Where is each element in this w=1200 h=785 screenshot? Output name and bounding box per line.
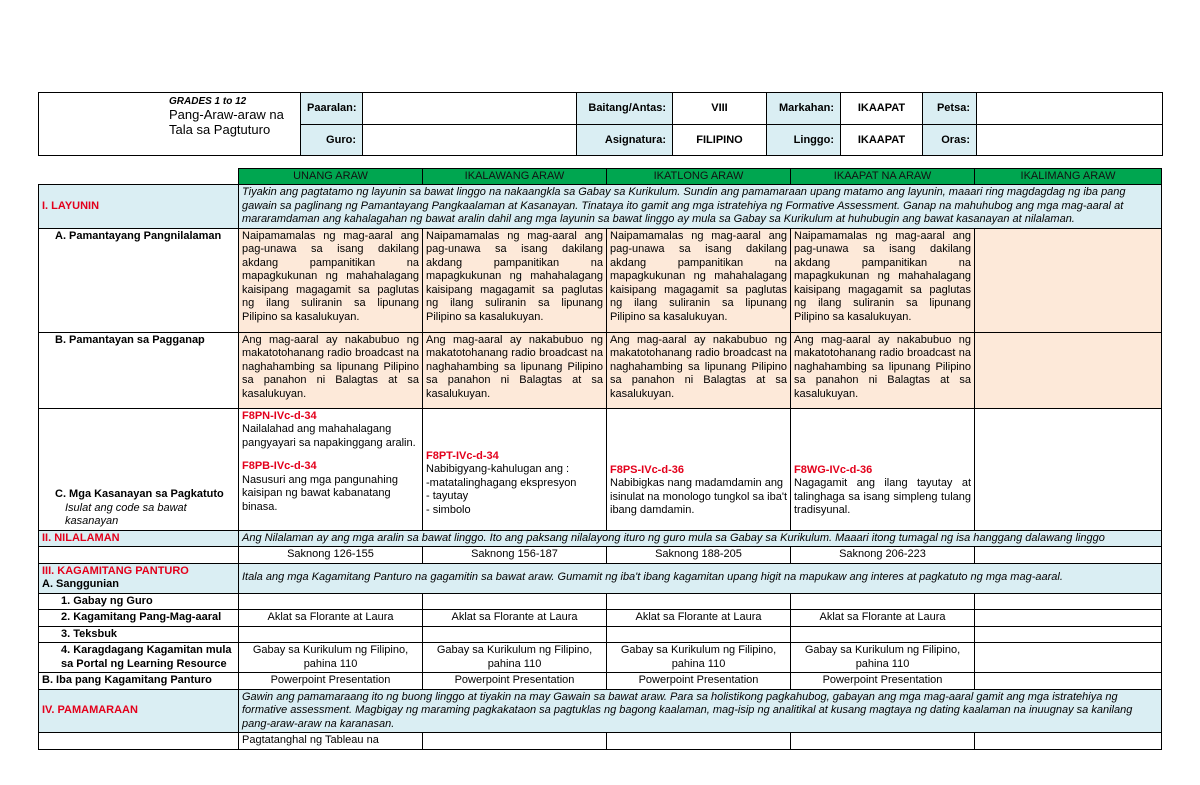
saknong-row [39, 547, 1162, 564]
kasanayan-label-cell [39, 408, 239, 530]
lesson-table [38, 168, 1162, 750]
teksbuk-day1 [239, 626, 423, 643]
teksbuk-day2 [423, 626, 607, 643]
markahan-value: IKAAPAT [841, 93, 923, 125]
kasanayan-day1-text1: Nailalahad ang mahahalagang pangyayari sa napakinggang aralin. [242, 423, 416, 449]
mag-aaral-day4: Aklat sa Florante at Laura [791, 610, 975, 627]
pangnilalaman-day4: Naipamamalas ng mag-aaral ang pag-unawa sa isang dakilang akdang pampanitikan na mapagkukunan ng mahahalagang kaisipang magagamit sa paglutas ng ilang suliranin sa lipunang Pilipino sa kasalukuyan. [791, 228, 975, 332]
kasanayan-row [39, 408, 1162, 530]
gabay-row [39, 593, 1162, 610]
code-f8pt: F8PT-IVc-d-34 [426, 449, 499, 462]
asignatura-label: Asignatura: [577, 124, 673, 156]
header-table [38, 92, 1163, 156]
baitang-label: Baitang/Antas: [577, 93, 673, 125]
teksbuk-row [39, 626, 1162, 643]
pamamaraan-day3 [607, 733, 791, 750]
karagdagan-day1-line2: pahina 110 [303, 657, 358, 670]
iba-day5 [975, 673, 1162, 690]
paaralan-value [363, 93, 577, 125]
karagdagan-day3 [607, 643, 791, 673]
code-f8wg: F8WG-IVc-d-36 [794, 463, 873, 476]
guro-value [363, 124, 577, 156]
gabay-label: 1. Gabay ng Guro [39, 593, 239, 610]
kasanayan-day3-text: Nabibigkas nang madamdamin ang isinulat na monologo tungkol sa iba't ibang damdamin. [610, 477, 787, 516]
mag-aaral-day5 [975, 610, 1162, 627]
day-header-blank [39, 169, 239, 185]
pagganap-day3: Ang mag-aaral ay nakabubuo ng makatotohanang radio broadcast na naghahambing sa lipunang Pilipino sa panahon ni Balagtas at sa kasalukuyan. [607, 332, 791, 408]
pamamaraan-row [39, 689, 1162, 733]
mag-aaral-row [39, 610, 1162, 627]
teksbuk-day5 [975, 626, 1162, 643]
kasanayan-sublabel: Isulat ang code sa bawat kasanayan [65, 501, 187, 527]
karagdagan-day4-line2: pahina 110 [855, 657, 910, 670]
petsa-label: Petsa: [923, 93, 977, 125]
grades-label: GRADES 1 to 12 [169, 96, 247, 107]
sanggunian-label: A. Sanggunian [42, 578, 119, 590]
gabay-day5 [975, 593, 1162, 610]
iba-day2: Powerpoint Presentation [423, 673, 607, 690]
saknong-day1: Saknong 126-155 [239, 547, 423, 564]
saknong-day3: Saknong 188-205 [607, 547, 791, 564]
pangnilalaman-day3: Naipamamalas ng mag-aaral ang pag-unawa sa isang dakilang akdang pampanitikan na mapagkukunan ng mahahalagang kaisipang magagamit sa paglutas ng ilang suliranin sa lipunang Pilipino sa kasalukuyan. [607, 228, 791, 332]
mag-aaral-day3: Aklat sa Florante at Laura [607, 610, 791, 627]
karagdagan-day2 [423, 643, 607, 673]
kasanayan-day1-text2: Nasusuri ang mga pangunahing kaisipan ng bawat kabanatang binasa. [242, 473, 398, 513]
kasanayan-day3 [607, 408, 791, 530]
pagganap-label: B. Pamantayan sa Pagganap [39, 332, 239, 408]
gabay-day1 [239, 593, 423, 610]
kagamitan-row [39, 563, 1162, 593]
karagdagan-day3-line2: pahina 110 [671, 657, 726, 670]
code-f8pn: F8PN-IVc-d-34 [242, 409, 317, 422]
karagdagan-day2-line2: pahina 110 [487, 657, 542, 670]
kasanayan-day2 [423, 408, 607, 530]
day-header-2: IKALAWANG ARAW [423, 169, 607, 185]
day-header-5: IKALIMANG ARAW [975, 169, 1162, 185]
pagganap-day2: Ang mag-aaral ay nakabubuo ng makatotohanang radio broadcast na naghahambing sa lipunang Pilipino sa panahon ni Balagtas at sa kasalukuyan. [423, 332, 607, 408]
pangnilalaman-day2: Naipamamalas ng mag-aaral ang pag-unawa sa isang dakilang akdang pampanitikan na mapagkukunan ng mahahalagang kaisipang magagamit sa paglutas ng ilang suliranin sa lipunang Pilipino sa kasalukuyan. [423, 228, 607, 332]
mag-aaral-label: 2. Kagamitang Pang-Mag-aaral [39, 610, 239, 627]
pagganap-day5 [975, 332, 1162, 408]
day-header-3: IKATLONG ARAW [607, 169, 791, 185]
title-line-2: Tala sa Pagtuturo [169, 122, 271, 137]
gabay-day3 [607, 593, 791, 610]
kasanayan-day4 [791, 408, 975, 530]
linggo-label: Linggo: [767, 124, 841, 156]
iba-day1: Powerpoint Presentation [239, 673, 423, 690]
karagdagan-row [39, 643, 1162, 673]
pamamaraan-last-row [39, 733, 1162, 750]
oras-label: Oras: [923, 124, 977, 156]
karagdagan-day1 [239, 643, 423, 673]
kasanayan-day2-text: Nabibigyang-kahulugan ang : [426, 463, 570, 475]
karagdagan-day4-line1: Gabay sa Kurikulum ng Filipino, [804, 644, 961, 656]
kagamitan-note: Itala ang mga Kagamitang Panturo na gagamitin sa bawat araw. Gumamit ng iba't ibang kagamitan upang higit na mapukaw ang interes at pagkatuto ng mga mag-aaral. [239, 563, 1162, 593]
karagdagan-day4 [791, 643, 975, 673]
day-header-1: UNANG ARAW [239, 169, 423, 185]
teksbuk-label: 3. Teksbuk [39, 626, 239, 643]
petsa-value [977, 93, 1163, 125]
pamamaraan-day1: Pagtatanghal ng Tableau na [239, 733, 423, 750]
pamamaraan-day4 [791, 733, 975, 750]
pangnilalaman-row [39, 228, 1162, 332]
pangnilalaman-day1: Naipamamalas ng mag-aaral ang pag-unawa sa isang dakilang akdang pampanitikan na mapagkukunan ng mahahalagang kaisipang magagamit sa paglutas ng ilang suliranin sa lipunang Pilipino sa kasalukuyan. [239, 228, 423, 332]
document-title [39, 93, 301, 156]
kagamitan-label-cell [39, 563, 239, 593]
mag-aaral-day2: Aklat sa Florante at Laura [423, 610, 607, 627]
layunin-row [39, 185, 1162, 229]
iba-label: B. Iba pang Kagamitang Panturo [39, 673, 239, 690]
nilalaman-label: II. NILALAMAN [39, 530, 239, 547]
iba-day4: Powerpoint Presentation [791, 673, 975, 690]
pagganap-row [39, 332, 1162, 408]
karagdagan-day2-line1: Gabay sa Kurikulum ng Filipino, [436, 644, 593, 656]
oras-value [977, 124, 1163, 156]
guro-label: Guro: [301, 124, 363, 156]
code-f8ps: F8PS-IVc-d-36 [610, 463, 684, 476]
kasanayan-day2-item3: - simbolo [426, 503, 471, 516]
kasanayan-day4-text: Nagagamit ang ilang tayutay at talinghaga sa isang simpleng tulang tradisyunal. [794, 477, 971, 516]
linggo-value: IKAAPAT [841, 124, 923, 156]
code-f8pb: F8PB-IVc-d-34 [242, 460, 317, 472]
day-header-4: IKAAPAT NA ARAW [791, 169, 975, 185]
kasanayan-label: C. Mga Kasanayan sa Pagkatuto [55, 488, 224, 500]
pagganap-day1: Ang mag-aaral ay nakabubuo ng makatotohanang radio broadcast na naghahambing sa lipunang Pilipino sa panahon ni Balagtas at sa kasalukuyan. [239, 332, 423, 408]
teksbuk-day4 [791, 626, 975, 643]
baitang-value: VIII [673, 93, 767, 125]
pamamaraan-last-label [39, 733, 239, 750]
day-header-row [39, 169, 1162, 185]
iba-day3: Powerpoint Presentation [607, 673, 791, 690]
mag-aaral-day1: Aklat sa Florante at Laura [239, 610, 423, 627]
gabay-day2 [423, 593, 607, 610]
pamamaraan-note: Gawin ang pamamaraang ito ng buong linggo at tiyakin na may Gawain sa bawat araw. Para sa holistikong pagkahubog, gabayan ang mga mag-aaral gamit ang mga istratehiya ng formative assessment. Magbigay ng maraming pagkakataon sa pagtuklas ng bagong kaalaman, mag-isip ng analitikal at kusang magtaya ng dating kaalaman na inuugnay sa kanilang pang-araw-araw na karanasan. [239, 689, 1162, 733]
pagganap-day4: Ang mag-aaral ay nakabubuo ng makatotohanang radio broadcast na naghahambing sa lipunang Pilipino sa panahon ni Balagtas at sa kasalukuyan. [791, 332, 975, 408]
saknong-day4: Saknong 206-223 [791, 547, 975, 564]
kasanayan-day5 [975, 408, 1162, 530]
paaralan-label: Paaralan: [301, 93, 363, 125]
layunin-note: Tiyakin ang pagtatamo ng layunin sa bawat linggo na nakaangkla sa Gabay sa Kurikulum. Sundin ang pamamaraan upang matamo ang layunin, maaari ring magdagdag ng iba pang gawain sa paglinang ng Pamantayang Pangkaalaman at Kasanayan. Tinataya ito gamit ang mga istratehiya ng Formative Assessment. Ganap na mahuhubog ang mga mag-aaral at mararamdaman ang kahalagahan ng bawat aralin dahil ang mga layunin sa bawat linggo ay mula sa Gabay sa Kurikulum at huhubugin ang bawat kasanayan at nilalaman. [239, 185, 1162, 229]
nilalaman-row [39, 530, 1162, 547]
pamamaraan-day2 [423, 733, 607, 750]
pamamaraan-day5 [975, 733, 1162, 750]
saknong-label-blank [39, 547, 239, 564]
asignatura-value: FILIPINO [673, 124, 767, 156]
nilalaman-note: Ang Nilalaman ay ang mga aralin sa bawat linggo. Ito ang paksang nilalayong ituro ng guro mula sa Gabay sa Kurikulum. Maaari itong tumagal ng isa hanggang dalawang linggo [239, 530, 1162, 547]
karagdagan-day1-line1: Gabay sa Kurikulum ng Filipino, [252, 644, 409, 656]
saknong-day2: Saknong 156-187 [423, 547, 607, 564]
kasanayan-day2-item2: - tayutay [426, 490, 469, 502]
karagdagan-label: 4. Karagdagang Kagamitan mula sa Portal ng Learning Resource [39, 643, 239, 673]
teksbuk-day3 [607, 626, 791, 643]
kasanayan-day2-item1: -matatalinghagang ekspresyon [426, 476, 577, 489]
karagdagan-day5 [975, 643, 1162, 673]
saknong-day5 [975, 547, 1162, 564]
gabay-day4 [791, 593, 975, 610]
title-line-1: Pang-Araw-araw na [169, 107, 284, 122]
iba-row [39, 673, 1162, 690]
kasanayan-day1 [239, 408, 423, 530]
kagamitan-label: III. KAGAMITANG PANTURO [42, 564, 189, 577]
pangnilalaman-label: A. Pamantayang Pangnilalaman [39, 228, 239, 332]
layunin-label: I. LAYUNIN [39, 185, 239, 229]
markahan-label: Markahan: [767, 93, 841, 125]
pamamaraan-label: IV. PAMAMARAAN [39, 689, 239, 733]
karagdagan-day3-line1: Gabay sa Kurikulum ng Filipino, [620, 644, 777, 656]
pangnilalaman-day5 [975, 228, 1162, 332]
